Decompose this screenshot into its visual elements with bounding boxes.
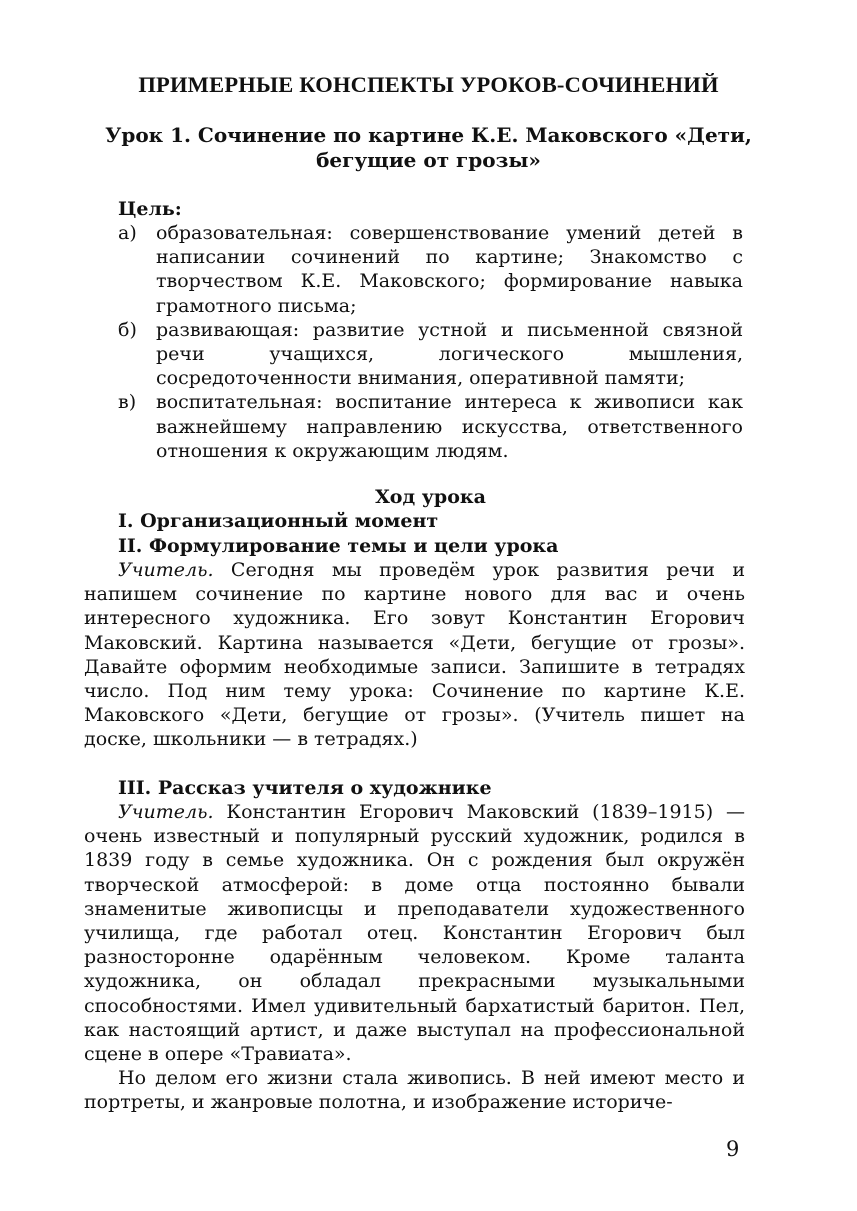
section-heading-3: III. Рассказ учителя о художнике	[118, 777, 492, 799]
page-heading: ПРИМЕРНЫЕ КОНСПЕКТЫ УРОКОВ-СОЧИНЕНИЙ	[138, 72, 719, 97]
lesson-title-line-1: Урок 1. Сочинение по картине К.Е. Маковского «Дети,	[105, 123, 752, 147]
section-heading-2: II. Формулирование темы и цели урока	[118, 535, 559, 557]
course-heading: Ход урока	[375, 486, 486, 508]
goal-item-marker: а)	[118, 222, 137, 244]
paragraph-3: Но делом его жизни стала живопись. В ней имеют место и портреты, и жанровые полотна, и изображение историче-	[84, 1067, 745, 1114]
goal-item	[118, 390, 743, 463]
goal-item	[118, 318, 743, 391]
goal-item-text: развивающая: развитие устной и письменной связной речи учащихся, логического мышления, сосредоточенности внимания, оперативной памяти;	[156, 318, 743, 390]
teacher-paragraph-1	[84, 558, 745, 752]
lesson-title	[90, 123, 767, 173]
goal-list	[118, 221, 743, 463]
goal-item-text: образовательная: совершенствование умений детей в написании сочинений по картине; Знакомство с творчеством К.Е. Маковского; формирование навыка грамотного письма;	[156, 222, 743, 317]
page-number: 9	[726, 1137, 740, 1161]
teacher-paragraph-2	[84, 800, 745, 1066]
lesson-title-line-2: бегущие от грозы»	[316, 148, 541, 172]
paragraph-text: Сегодня мы проведём урок развития речи и напишем сочинение по картине нового для вас и очень интересного художника. Его зовут Константин Егорович Маковский. Картина называется «Дети, бегущие от грозы». Давайте оформим необходимые записи. Запишите в тетрадях число. Под ним тему урока: Сочинение по картине К.Е. Маковского «Дети, бегущие от грозы». (Учитель пишет на доске, школьники — в тетрадях.)	[84, 559, 745, 751]
speaker-label: Учитель.	[118, 559, 214, 581]
paragraph-text: Константин Егорович Маковский (1839–1915) — очень известный и популярный русский художник, родился в 1839 году в семье художника. Он с рождения был окружён творческой атмосферой: в доме отца постоянно бывали знаменитые живописцы и преподаватели художественного училища, где работал отец. Константин Егорович был разносторонне одарённым человеком. Кроме таланта художника, он обладал прекрасными музыкальными способностями. Имел удивительный бархатистый баритон. Пел, как настоящий артист, и даже выступал на профессиональной сцене в опере «Травиата».	[84, 801, 745, 1066]
speaker-label: Учитель.	[118, 801, 214, 823]
goal-item-marker: в)	[118, 391, 137, 414]
goal-label: Цель:	[118, 198, 182, 220]
goal-item	[118, 221, 743, 318]
goal-item-marker: б)	[118, 318, 137, 341]
goal-item-text: воспитательная: воспитание интереса к живописи как важнейшему направлению искусства, ответственного отношения к окружающим людям.	[156, 391, 743, 462]
section-heading-1: I. Организационный момент	[118, 510, 439, 532]
